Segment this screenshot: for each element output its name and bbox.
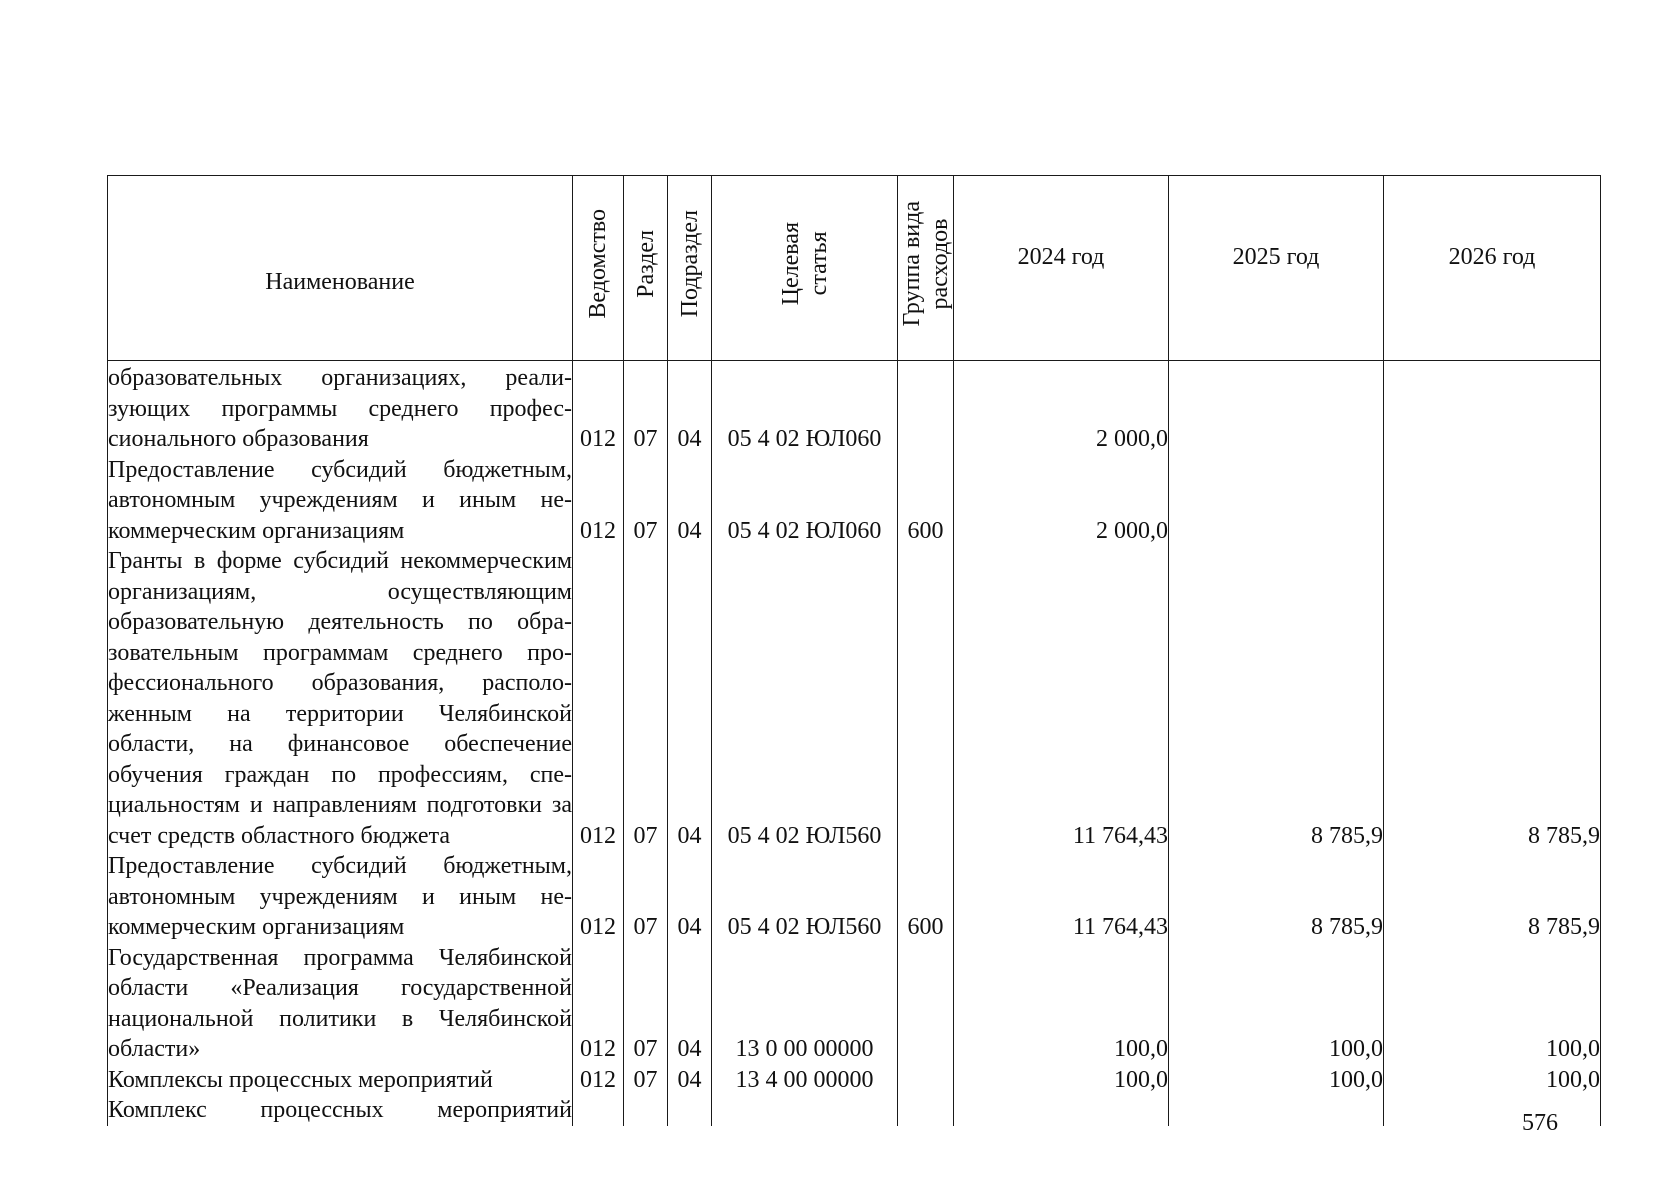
- header-expense-group: [898, 176, 954, 361]
- header-vedomstvo: Ведомство: [573, 176, 624, 361]
- cell-target: 05 4 02 ЮЛ060: [712, 361, 898, 455]
- table-row: [108, 851, 1601, 943]
- cell-razdel: 07: [624, 361, 668, 455]
- header-razdel: Раздел: [624, 176, 668, 361]
- cell-2025: [1169, 361, 1384, 455]
- header-target-line1: Целевая: [777, 222, 804, 306]
- cell-2026: 100,0: [1384, 1065, 1601, 1096]
- cell-target: 13 4 00 00000: [712, 1065, 898, 1096]
- cell-name: Комплекс процессных мероприятий: [108, 1095, 573, 1126]
- cell-group: [898, 1095, 954, 1126]
- cell-razdel: 07: [624, 851, 668, 943]
- cell-2024: 2 000,0: [954, 455, 1169, 547]
- cell-2025: 100,0: [1169, 943, 1384, 1065]
- cell-podrazdel: 04: [668, 1065, 712, 1096]
- cell-name: Комплексы процессных мероприятий: [108, 1065, 573, 1096]
- cell-target: 05 4 02 ЮЛ560: [712, 546, 898, 851]
- cell-podrazdel: 04: [668, 455, 712, 547]
- cell-target: 13 0 00 00000: [712, 943, 898, 1065]
- cell-razdel: 07: [624, 455, 668, 547]
- cell-2024: 100,0: [954, 943, 1169, 1065]
- cell-group: 600: [898, 455, 954, 547]
- cell-2024: 11 764,43: [954, 546, 1169, 851]
- cell-podrazdel: 04: [668, 546, 712, 851]
- cell-2024: 2 000,0: [954, 361, 1169, 455]
- cell-target: [712, 1095, 898, 1126]
- cell-razdel: 07: [624, 546, 668, 851]
- cell-2026: [1384, 1095, 1601, 1126]
- budget-table: [107, 175, 1601, 1126]
- cell-podrazdel: [668, 1095, 712, 1126]
- cell-group: [898, 361, 954, 455]
- cell-vedomstvo: 012: [573, 943, 624, 1065]
- cell-name: Предоставление субсидий бюджетным, автономным учреждениям и иным некоммерческим организациям: [108, 851, 573, 943]
- cell-podrazdel: 04: [668, 361, 712, 455]
- cell-2025: 100,0: [1169, 1065, 1384, 1096]
- cell-2024: [954, 1095, 1169, 1126]
- cell-name: образовательных организациях, реализующих программы среднего профессионального образования: [108, 361, 573, 455]
- cell-2025: [1169, 1095, 1384, 1126]
- cell-2024: 11 764,43: [954, 851, 1169, 943]
- table-row: [108, 943, 1601, 1065]
- table-row: [108, 546, 1601, 851]
- cell-2025: 8 785,9: [1169, 851, 1384, 943]
- cell-group: [898, 1065, 954, 1096]
- header-year-2025: 2025 год: [1169, 176, 1384, 361]
- cell-razdel: [624, 1095, 668, 1126]
- header-year-2026: 2026 год: [1384, 176, 1601, 361]
- cell-group: [898, 546, 954, 851]
- table-row: [108, 1065, 1601, 1096]
- header-target-article: [712, 176, 898, 361]
- header-year-2024: 2024 год: [954, 176, 1169, 361]
- cell-2024: 100,0: [954, 1065, 1169, 1096]
- cell-name: Предоставление субсидий бюджетным, автономным учреждениям и иным некоммерческим организациям: [108, 455, 573, 547]
- cell-2026: 100,0: [1384, 943, 1601, 1065]
- cell-vedomstvo: 012: [573, 361, 624, 455]
- cell-vedomstvo: 012: [573, 851, 624, 943]
- cell-2026: 8 785,9: [1384, 546, 1601, 851]
- header-target-line2: статья: [805, 231, 832, 296]
- cell-group: [898, 943, 954, 1065]
- cell-target: 05 4 02 ЮЛ060: [712, 455, 898, 547]
- header-podrazdel: Подраздел: [668, 176, 712, 361]
- cell-vedomstvo: 012: [573, 455, 624, 547]
- cell-group: 600: [898, 851, 954, 943]
- cell-2026: 8 785,9: [1384, 851, 1601, 943]
- cell-podrazdel: 04: [668, 943, 712, 1065]
- cell-2025: [1169, 455, 1384, 547]
- header-group-line2: расходов: [927, 218, 953, 310]
- cell-vedomstvo: 012: [573, 546, 624, 851]
- cell-name: Государственная программа Челябинской области «Реализация государственной национальной политики в Челябинской области»: [108, 943, 573, 1065]
- header-name: Наименование: [108, 176, 573, 361]
- cell-podrazdel: 04: [668, 851, 712, 943]
- cell-name: Гранты в форме субсидий некоммерческим организациям, осуществляющим образовательную деятельность по образовательным программам среднего профессионального образования, расположенным на территории Челябинской области, на финансовое обеспечение обучения граждан по профессиям, специальностям и направлениям подготовки за счет средств областного бюджета: [108, 546, 573, 851]
- cell-2026: [1384, 455, 1601, 547]
- page-number: 576: [1522, 1110, 1558, 1136]
- table-row: [108, 361, 1601, 455]
- cell-2026: [1384, 361, 1601, 455]
- cell-vedomstvo: 012: [573, 1065, 624, 1096]
- header-group-line1: Группа вида: [899, 201, 925, 327]
- table-header-row: [108, 176, 1601, 361]
- cell-razdel: 07: [624, 943, 668, 1065]
- cell-razdel: 07: [624, 1065, 668, 1096]
- table-row: [108, 1095, 1601, 1126]
- cell-vedomstvo: [573, 1095, 624, 1126]
- table-row: [108, 455, 1601, 547]
- cell-target: 05 4 02 ЮЛ560: [712, 851, 898, 943]
- cell-2025: 8 785,9: [1169, 546, 1384, 851]
